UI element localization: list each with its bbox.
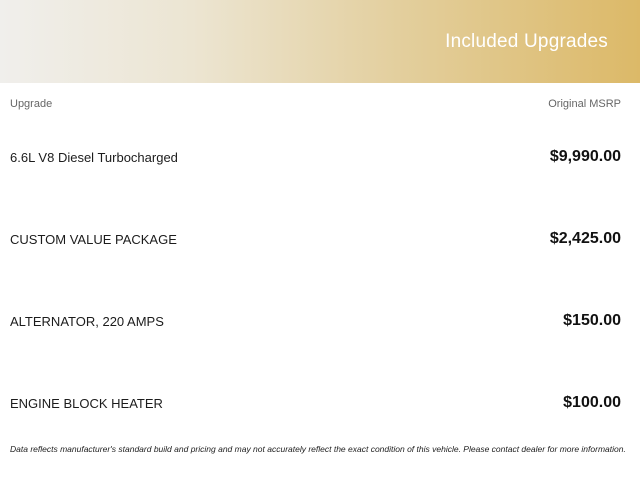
disclaimer-text: Data reflects manufacturer's standard build and pricing and may not accurately reflect the exact condition of this vehicle. Please contact dealer for more information. — [10, 444, 626, 454]
upgrade-name: ALTERNATOR, 220 AMPS — [10, 313, 164, 329]
upgrade-price: $2,425.00 — [549, 230, 621, 247]
upgrade-name: CUSTOM VALUE PACKAGE — [10, 231, 177, 247]
table-row — [0, 198, 640, 280]
column-header-msrp: Original MSRP — [548, 98, 621, 110]
upgrade-name: ENGINE BLOCK HEATER — [10, 395, 163, 411]
table-column-headers — [0, 97, 640, 111]
table-row — [0, 362, 640, 444]
header-banner — [0, 0, 640, 83]
upgrade-price: $9,990.00 — [549, 148, 621, 165]
page-title: Included Upgrades — [445, 30, 608, 52]
table-row — [0, 116, 640, 198]
table-row — [0, 280, 640, 362]
column-header-upgrade: Upgrade — [10, 98, 53, 110]
upgrade-name: 6.6L V8 Diesel Turbocharged — [10, 149, 178, 165]
upgrade-price: $100.00 — [563, 394, 621, 411]
upgrades-list — [0, 116, 640, 444]
upgrade-price: $150.00 — [563, 312, 621, 329]
